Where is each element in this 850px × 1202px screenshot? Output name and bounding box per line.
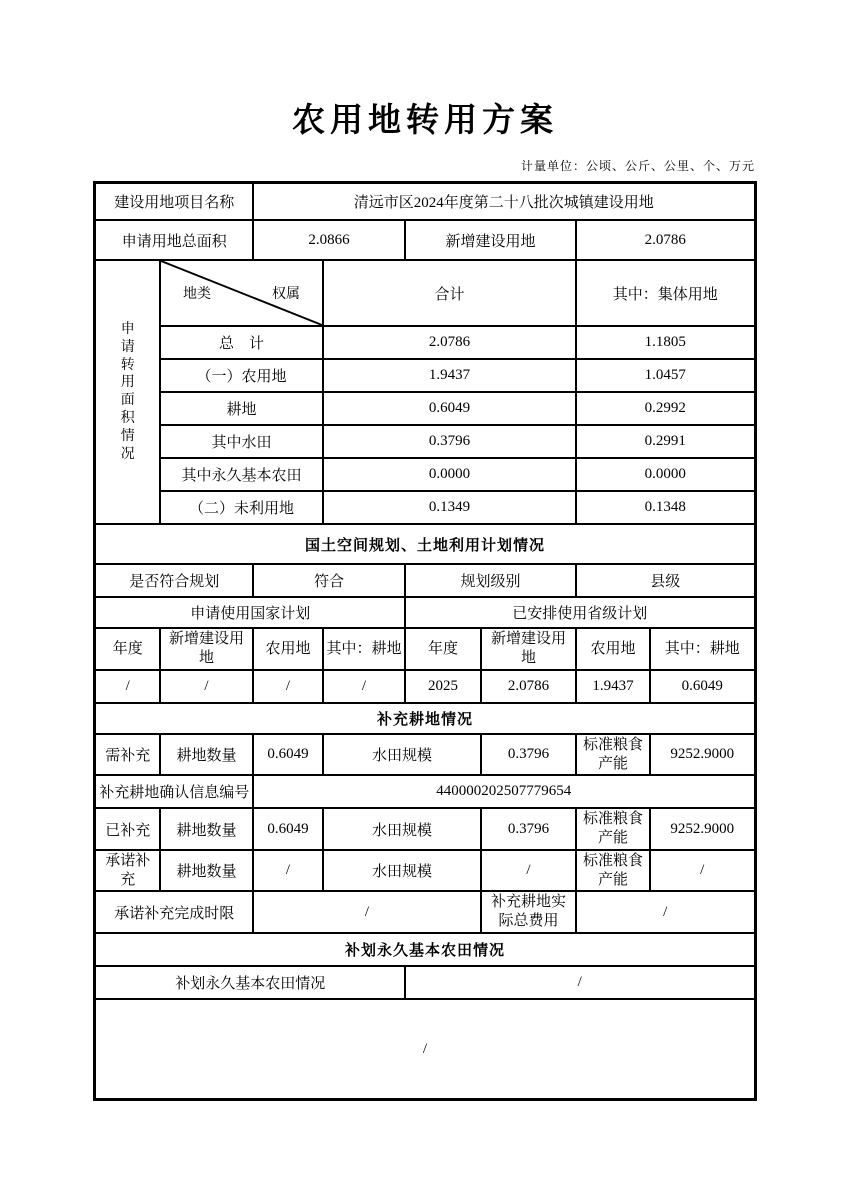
plan-value: / <box>160 670 253 703</box>
planning-section-title: 国土空间规划、土地利用计划情况 <box>95 524 755 564</box>
page-title: 农用地转用方案 <box>292 103 558 139</box>
total-area-label: 申请用地总面积 <box>95 220 253 260</box>
row-collective: 1.0457 <box>576 359 755 392</box>
table-row <box>95 703 755 734</box>
capacity-label: 标准粮食产能 <box>576 808 650 850</box>
paddy-label: 水田规模 <box>323 850 481 892</box>
plan-value: / <box>323 670 405 703</box>
conversion-row <box>95 458 755 491</box>
conversion-side-label-text: 申请转用面积情况 <box>120 321 135 463</box>
compliance-value: 符合 <box>253 564 405 597</box>
row-label: （二）未利用地 <box>160 491 323 524</box>
row-collective: 0.0000 <box>576 458 755 491</box>
plan-value: 1.9437 <box>576 670 650 703</box>
row-collective: 0.2992 <box>576 392 755 425</box>
provincial-plan-label: 已安排使用省级计划 <box>405 597 755 628</box>
row-label: 耕地 <box>160 392 323 425</box>
plan-value: / <box>253 670 323 703</box>
table-row <box>95 524 755 564</box>
plan-value: 2.0786 <box>481 670 576 703</box>
qty-label: 耕地数量 <box>160 850 253 892</box>
diag-ownership-label: 权属 <box>271 287 300 303</box>
plan-header-row <box>95 628 755 670</box>
table-row <box>95 999 755 1100</box>
row-collective: 0.1348 <box>576 491 755 524</box>
total-area-value: 2.0866 <box>253 220 405 260</box>
deadline-label: 承诺补充完成时限 <box>95 891 253 933</box>
row-total: 0.1349 <box>323 491 576 524</box>
plan-header: 年度 <box>95 628 160 670</box>
row-total: 2.0786 <box>323 326 576 359</box>
plan-level-value: 县级 <box>576 564 755 597</box>
conversion-row <box>95 359 755 392</box>
plan-value: / <box>95 670 160 703</box>
paddy-label: 水田规模 <box>323 808 481 850</box>
table-row <box>95 597 755 628</box>
plan-header: 年度 <box>405 628 481 670</box>
capacity-value: 9252.9000 <box>650 734 755 776</box>
plan-value: 0.6049 <box>650 670 755 703</box>
plan-value-row <box>95 670 755 703</box>
row-label: （一）农用地 <box>160 359 323 392</box>
capacity-label: 标准粮食产能 <box>576 734 650 776</box>
plan-header: 新增建设用地 <box>160 628 253 670</box>
conversion-side-label <box>95 260 160 524</box>
row-collective: 1.1805 <box>576 326 755 359</box>
remark-cell: / <box>95 999 755 1100</box>
diag-land-type-label: 地类 <box>182 287 211 303</box>
plan-header: 农用地 <box>253 628 323 670</box>
table-row <box>95 966 755 999</box>
plan-header: 其中：耕地 <box>650 628 755 670</box>
conversion-row <box>95 392 755 425</box>
plan-header: 其中：耕地 <box>323 628 405 670</box>
table-row <box>95 933 755 966</box>
diagonal-header-cell <box>160 260 323 326</box>
confirm-number-value: 440000202507779654 <box>253 775 755 808</box>
row-label: 其中水田 <box>160 425 323 458</box>
new-construction-value: 2.0786 <box>576 220 755 260</box>
table-row <box>95 220 755 260</box>
qty-label: 耕地数量 <box>160 734 253 776</box>
plan-header: 农用地 <box>576 628 650 670</box>
promised-label: 承诺补充 <box>95 850 160 892</box>
paddy-label: 水田规模 <box>323 734 481 776</box>
land-conversion-table <box>93 181 756 1102</box>
row-total: 0.0000 <box>323 458 576 491</box>
national-plan-label: 申请使用国家计划 <box>95 597 405 628</box>
conversion-row <box>95 491 755 524</box>
table-row <box>95 775 755 808</box>
paddy-value: / <box>481 850 576 892</box>
col-header-collective: 其中：集体用地 <box>576 260 755 326</box>
cost-label: 补充耕地实际总费用 <box>481 891 576 933</box>
farmland-row-value: / <box>405 966 755 999</box>
plan-header: 新增建设用地 <box>481 628 576 670</box>
row-collective: 0.2991 <box>576 425 755 458</box>
table-row <box>95 260 755 326</box>
capacity-value: / <box>650 850 755 892</box>
supplement-need-row <box>95 734 755 776</box>
paddy-value: 0.3796 <box>481 734 576 776</box>
plan-level-label: 规划级别 <box>405 564 576 597</box>
need-label: 需补充 <box>95 734 160 776</box>
farmland-row-label: 补划永久基本农田情况 <box>95 966 405 999</box>
confirm-number-label: 补充耕地确认信息编号 <box>95 775 253 808</box>
row-total: 0.3796 <box>323 425 576 458</box>
deadline-value: / <box>253 891 481 933</box>
capacity-value: 9252.9000 <box>650 808 755 850</box>
cost-value: / <box>576 891 755 933</box>
table-row <box>95 182 755 220</box>
table-row <box>95 891 755 933</box>
paddy-value: 0.3796 <box>481 808 576 850</box>
conversion-row <box>95 425 755 458</box>
plan-value: 2025 <box>405 670 481 703</box>
project-name-label: 建设用地项目名称 <box>95 182 253 220</box>
qty-label: 耕地数量 <box>160 808 253 850</box>
project-name-value: 清远市区2024年度第二十八批次城镇建设用地 <box>253 182 755 220</box>
row-total: 0.6049 <box>323 392 576 425</box>
qty-value: / <box>253 850 323 892</box>
supplement-promised-row <box>95 850 755 892</box>
conversion-row <box>95 326 755 359</box>
unit-note: 计量单位：公顷、公斤、公里、个、万元 <box>520 158 755 173</box>
table-row <box>95 564 755 597</box>
row-label: 总 计 <box>160 326 323 359</box>
supplement-done-row <box>95 808 755 850</box>
row-label: 其中永久基本农田 <box>160 458 323 491</box>
farmland-section-title: 补划永久基本农田情况 <box>95 933 755 966</box>
compliance-label: 是否符合规划 <box>95 564 253 597</box>
supplement-section-title: 补充耕地情况 <box>95 703 755 734</box>
done-label: 已补充 <box>95 808 160 850</box>
row-total: 1.9437 <box>323 359 576 392</box>
capacity-label: 标准粮食产能 <box>576 850 650 892</box>
new-construction-label: 新增建设用地 <box>405 220 576 260</box>
qty-value: 0.6049 <box>253 734 323 776</box>
qty-value: 0.6049 <box>253 808 323 850</box>
col-header-total: 合计 <box>323 260 576 326</box>
